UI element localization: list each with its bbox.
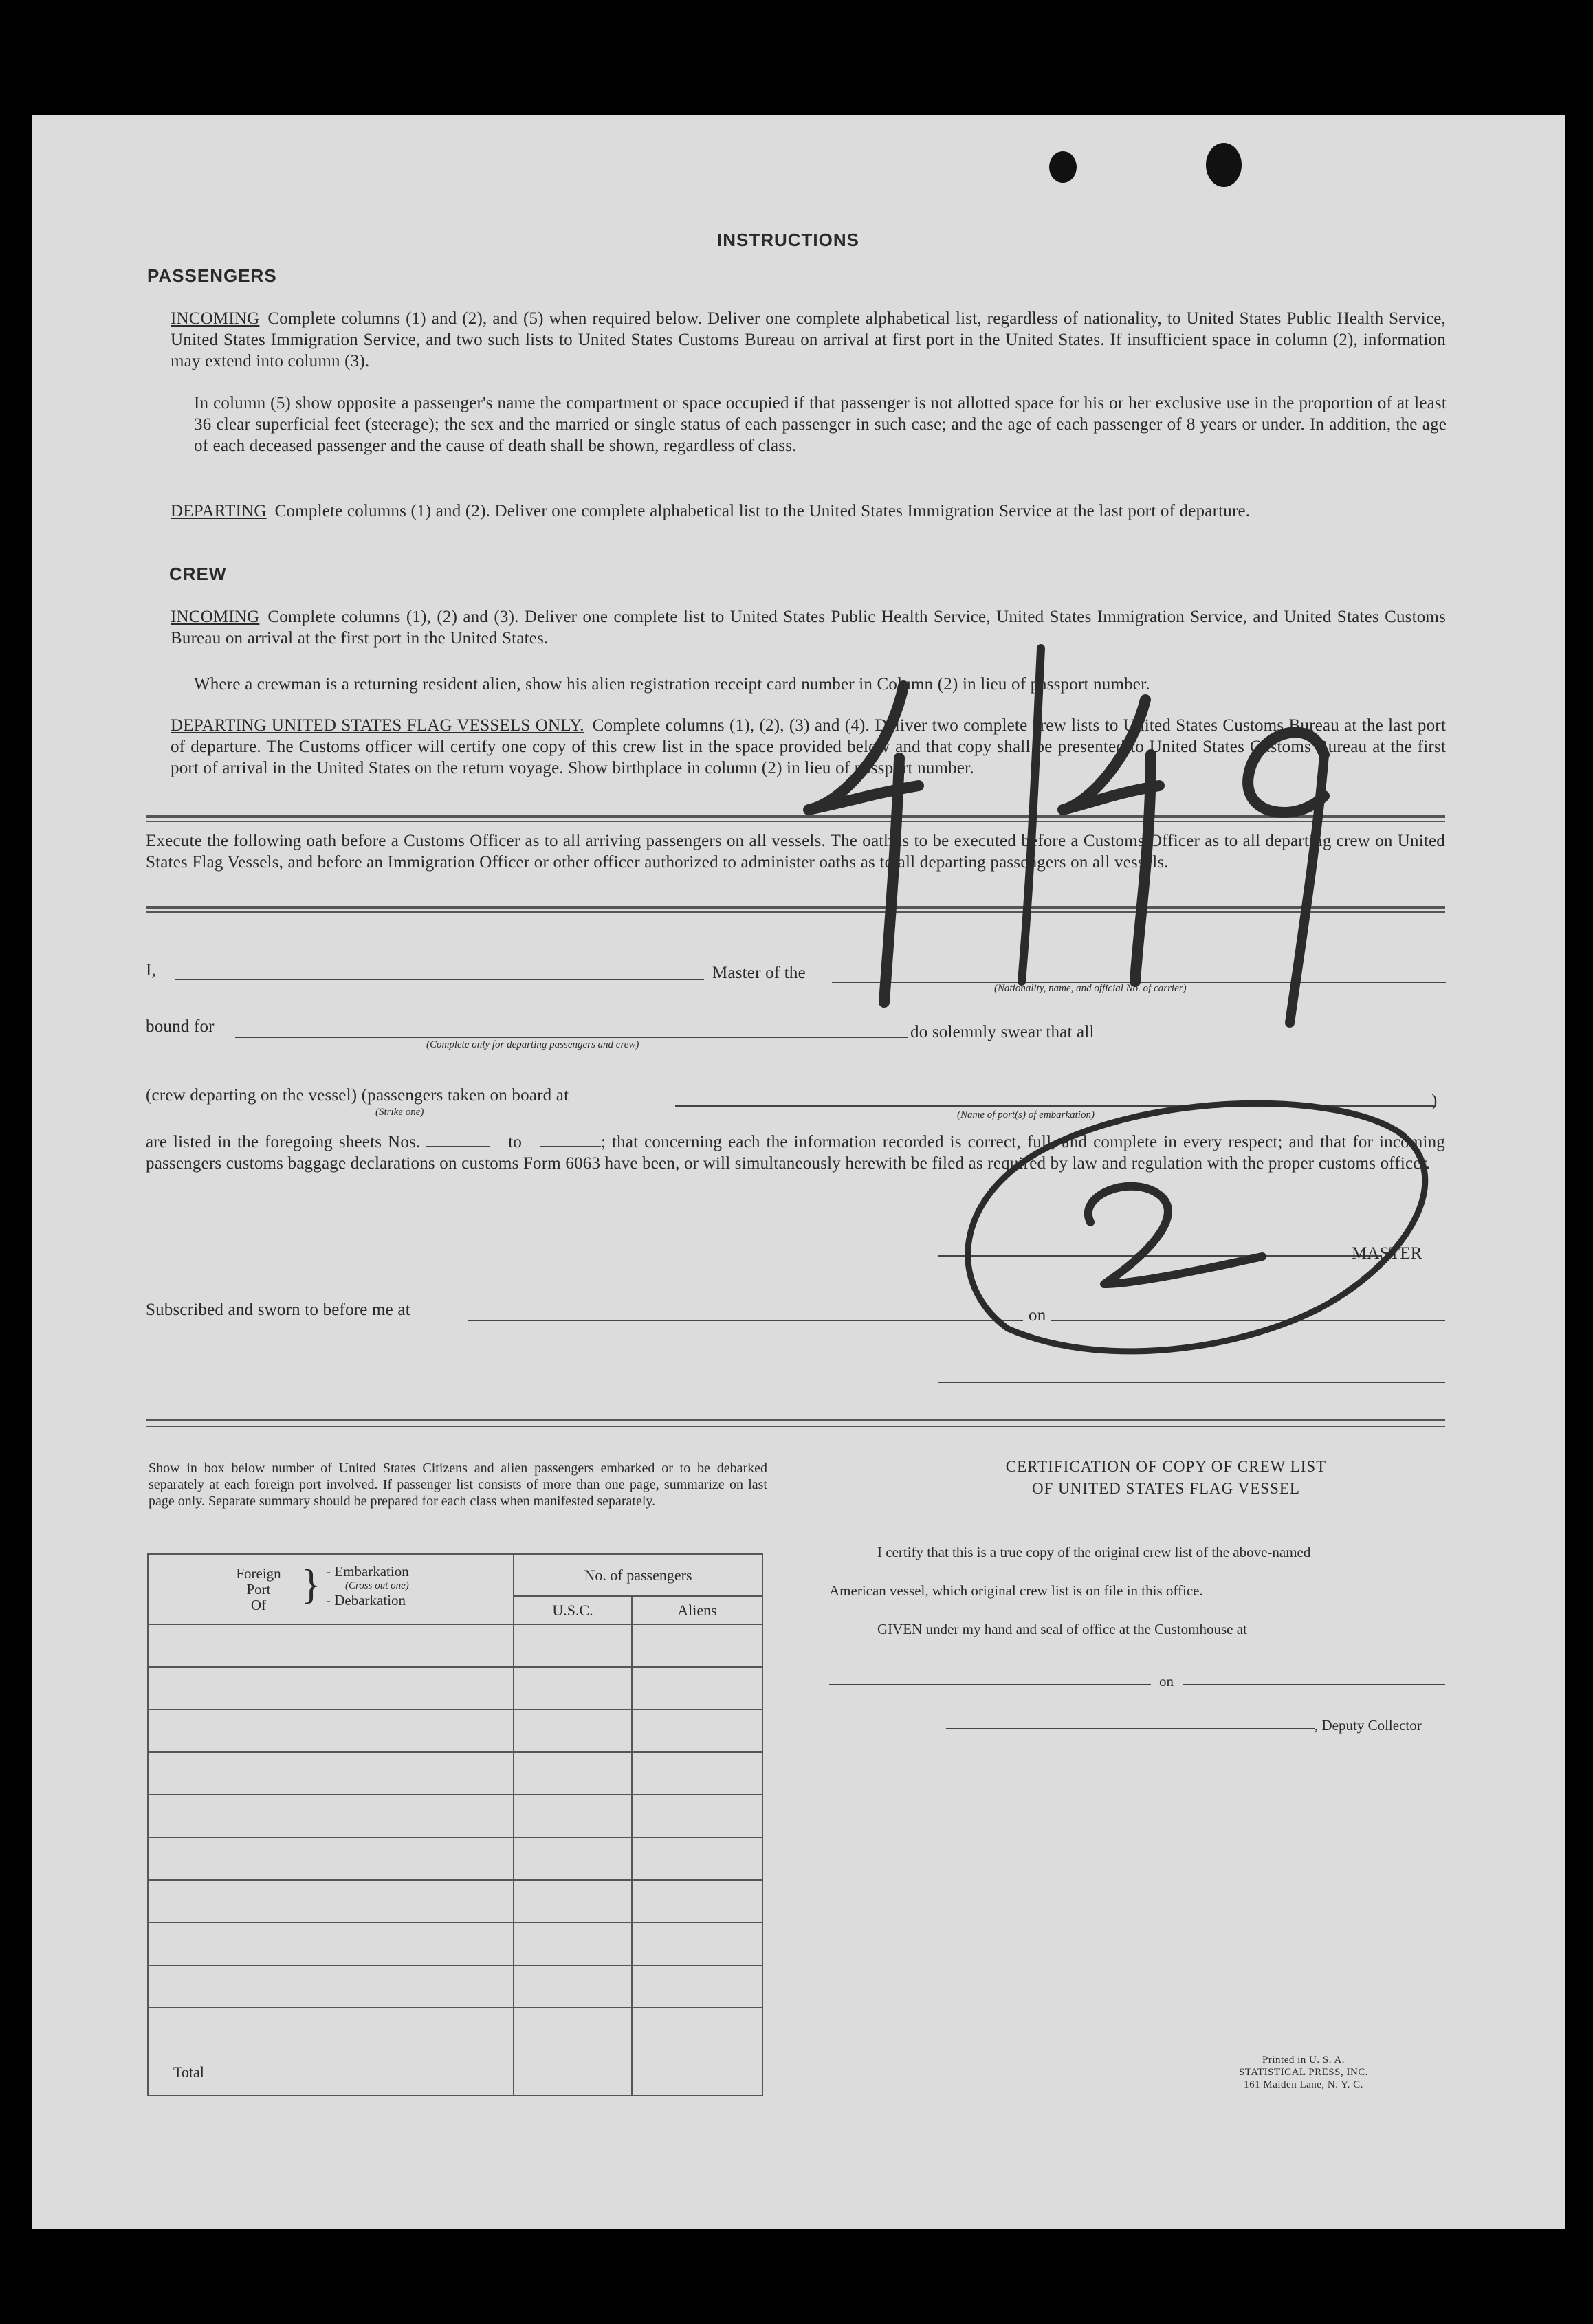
port-label-line: Port <box>246 1581 271 1597</box>
swear-label: do solemnly swear that all <box>910 1023 1095 1041</box>
subscribed-on-label: on <box>1029 1306 1046 1325</box>
column5-paragraph: In column (5) show opposite a passenger's name the compartment or space occupied if that passenger is not allotted space for his or her exclusive use in the proportion of at least 36 clear superficial feet (steerage); the sex and the married or single status of each passenger in such case; and the age of each passenger of 8 years or under. In addition, the age of each deceased passenger and the cause of death shall be shown, regardless of class. <box>194 394 1447 455</box>
passengers-incoming-lead: INCOMING <box>171 309 260 328</box>
passengers-header: No. of passengers <box>514 1554 762 1596</box>
document-page <box>32 115 1565 2229</box>
printer-line: 161 Maiden Lane, N. Y. C. <box>1244 2079 1363 2090</box>
aliens-header: Aliens <box>632 1596 762 1624</box>
port-label-line: Of <box>250 1597 267 1613</box>
passengers-heading: PASSENGERS <box>147 265 277 286</box>
resident-alien-paragraph: Where a crewman is a returning resident alien, show his alien registration receipt card number in Column (2) in lieu of passport number. <box>194 675 1150 694</box>
deputy-collector-label: , Deputy Collector <box>1315 1717 1422 1734</box>
handwritten-digit-stroke <box>1290 755 1324 1023</box>
certification-on-label: on <box>1159 1673 1174 1690</box>
crew-departing-label: (crew departing on the vessel) (passengers taken on board at <box>146 1086 569 1105</box>
handwritten-circle <box>968 1103 1425 1351</box>
subscribed-label: Subscribed and sworn to before me at <box>146 1301 410 1319</box>
passengers-incoming-text: Complete columns (1) and (2), and (5) when required below. Deliver one complete alphabetical list, regardless of nationality, to United States Public Health Service, United States Immigration Service, and two such lists to United States Customs Bureau on arrival at first port in the United States. If insufficient space in column (2), information may extend into column (3). <box>171 309 1446 370</box>
crew-departing-text: Complete columns (1), (2), (3) and (4). Deliver two complete crew lists to United States Customs Bureau at the last port of departure. The Customs officer will certify one copy of this crew list in the space provided below and that copy shall be presented to United States Customs Bureau at the first port of arrival in the United States on the return voyage. Show birthplace in column (2) in lieu of passport number. <box>171 716 1446 777</box>
crew-incoming-text: Complete columns (1), (2) and (3). Deliver one complete list to United States Public Health Service, United States Immigration Service, and United States Customs Bureau on arrival at the first port in the United States. <box>171 608 1446 648</box>
carrier-caption: (Nationality, name, and official No. of carrier) <box>994 983 1187 994</box>
listed-to: to <box>508 1133 523 1151</box>
port-label-line: Foreign <box>236 1565 281 1582</box>
listed-rest: ; that concerning each the information recorded is correct, full, and complete in every respect; and that for incoming passengers customs baggage declarations on customs Form 6063 have been, or will simultaneously herewith be filed as required by law and regulation with the proper customs officer. <box>146 1133 1446 1173</box>
handwritten-digit-stroke <box>1088 1186 1262 1284</box>
handwritten-digit-stroke <box>1248 732 1324 812</box>
oath-i-label: I, <box>146 961 156 980</box>
crew-departing-lead: DEPARTING UNITED STATES FLAG VESSELS ONLY. <box>171 716 584 735</box>
handwritten-digit-stroke <box>1022 648 1041 982</box>
listed-intro: are listed in the foregoing sheets Nos. <box>146 1133 421 1151</box>
bound-for-caption: (Complete only for departing passengers and crew) <box>426 1039 639 1050</box>
printer-line: Printed in U. S. A. <box>1262 2055 1345 2066</box>
certification-title-line: CERTIFICATION OF COPY OF CREW LIST <box>1005 1458 1327 1475</box>
bound-for-label: bound for <box>146 1017 215 1036</box>
passengers-departing-text: Complete columns (1) and (2). Deliver one complete alphabetical list to the United States Immigration Service at the last port of departure. <box>274 502 1251 520</box>
brace-icon: } <box>301 1562 321 1607</box>
given-line: GIVEN under my hand and seal of office at the Customhouse at <box>877 1621 1247 1637</box>
debarkation-label: - Debarkation <box>326 1592 406 1608</box>
master-label: MASTER <box>1352 1244 1422 1263</box>
certify-line-2: American vessel, which original crew list is on file in this office. <box>829 1582 1203 1599</box>
usc-header: U.S.C. <box>514 1596 632 1624</box>
master-of-label: Master of the <box>712 964 806 982</box>
certification-title-line: OF UNITED STATES FLAG VESSEL <box>1032 1480 1300 1497</box>
close-paren: ) <box>1431 1092 1438 1110</box>
embarkation-caption: (Name of port(s) of embarkation) <box>957 1109 1095 1120</box>
instructions-title: INSTRUCTIONS <box>717 230 859 250</box>
crew-incoming-lead: INCOMING <box>171 608 260 626</box>
summary-note: Show in box below number of United States Citizens and alien passengers embarked or to be debarked separately at each foreign port involved. If passenger list consists of more than one page, summarize on last page only. Separate summary should be prepared for each class when manifested separately. <box>149 1461 767 1509</box>
handwritten-annotations <box>32 115 1565 2229</box>
certify-line-1: I certify that this is a true copy of the original crew list of the above-named <box>877 1544 1311 1560</box>
embarkation-label: - Embarkation <box>326 1563 409 1580</box>
crew-heading: CREW <box>169 564 227 584</box>
cross-out-caption: (Cross out one) <box>345 1580 409 1591</box>
strike-one-caption: (Strike one) <box>375 1107 424 1118</box>
oath-instruction: Execute the following oath before a Customs Officer as to all arriving passengers on all vessels. The oath is to be executed before a Customs Officer as to all departing crew on United States Flag Vessels, and before an Immigration Officer or other officer authorized to administer oaths as to all departing passengers on all vessels. <box>146 832 1445 872</box>
printer-line: STATISTICAL PRESS, INC. <box>1238 2067 1369 2078</box>
total-label: Total <box>173 2063 204 2081</box>
passengers-departing-lead: DEPARTING <box>171 502 267 520</box>
